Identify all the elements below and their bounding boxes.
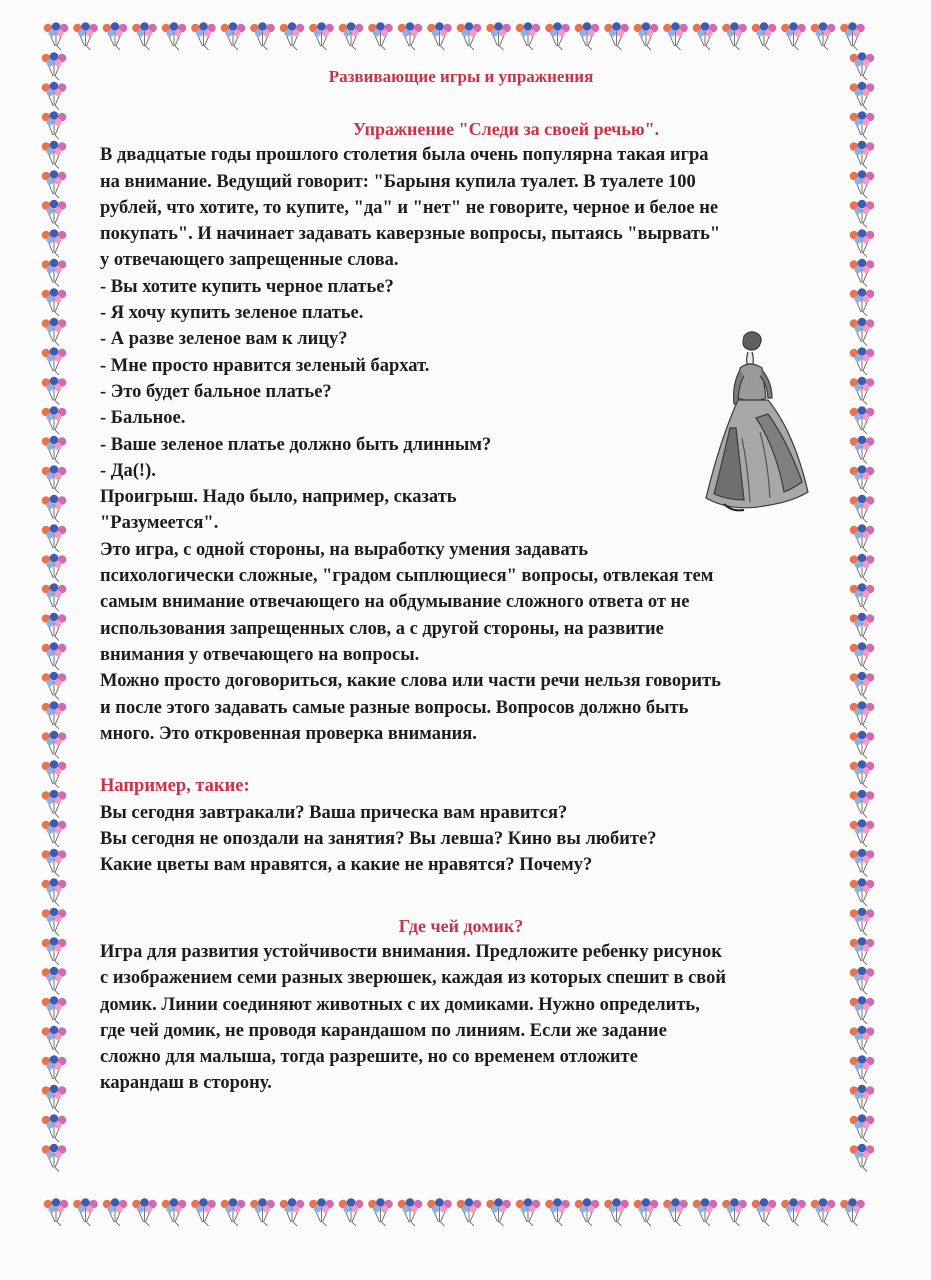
balloons-icon <box>42 1026 67 1054</box>
balloons-icon <box>850 111 875 139</box>
section2-body <box>100 939 822 1097</box>
balloons-icon <box>545 1198 570 1226</box>
section2-line: карандаш в сторону. <box>100 1073 272 1094</box>
balloons-icon <box>850 908 875 936</box>
balloons-icon <box>850 1085 875 1113</box>
balloons-icon <box>850 524 875 552</box>
balloons-icon <box>850 1055 875 1083</box>
balloons-icon <box>250 22 275 50</box>
balloons-icon <box>42 790 67 818</box>
balloons-icon <box>132 22 157 50</box>
balloons-icon <box>44 1198 69 1226</box>
balloons-icon <box>850 701 875 729</box>
balloons-icon <box>850 849 875 877</box>
balloons-icon <box>42 495 67 523</box>
balloons-icon <box>42 819 67 847</box>
balloons-icon <box>42 849 67 877</box>
balloons-icon <box>693 22 718 50</box>
balloons-icon <box>42 996 67 1024</box>
balloons-icon <box>42 82 67 110</box>
balloons-icon <box>486 22 511 50</box>
document-text <box>100 62 822 1097</box>
example-heading: Например, такие: <box>100 776 250 797</box>
dialogue-line: - Я хочу купить зеленое платье. <box>100 303 364 324</box>
balloons-icon <box>752 22 777 50</box>
balloons-icon <box>280 1198 305 1226</box>
balloons-icon <box>42 642 67 670</box>
balloons-icon <box>850 82 875 110</box>
dialogue-line: - Ваше зеленое платье должно быть длинным? <box>100 434 492 455</box>
intro-line: у отвечающего запрещенные слова. <box>100 250 399 271</box>
dialogue-line: - Да(!). <box>100 460 156 481</box>
balloons-icon <box>457 1198 482 1226</box>
balloons-icon <box>486 1198 511 1226</box>
balloons-icon <box>663 22 688 50</box>
balloons-icon <box>221 1198 246 1226</box>
balloons-icon <box>73 1198 98 1226</box>
balloons-icon <box>339 22 364 50</box>
balloons-icon <box>850 377 875 405</box>
balloons-icon <box>850 1114 875 1142</box>
balloons-icon <box>850 731 875 759</box>
explain-line: психологически сложные, "градом сыплющиеся" вопросы, отвлекая тем <box>100 566 714 587</box>
dialogue <box>100 274 822 484</box>
lose-line: "Разумеется". <box>100 513 219 534</box>
example-line: Какие цветы вам нравятся, а какие не нравятся? Почему? <box>100 855 593 876</box>
balloons-icon <box>42 52 67 80</box>
balloons-icon <box>42 288 67 316</box>
balloons-icon <box>781 22 806 50</box>
intro-line: покупать". И начинает задавать каверзные вопросы, пытаясь "вырвать" <box>100 224 721 245</box>
balloons-icon <box>850 1144 875 1172</box>
balloons-icon <box>811 22 836 50</box>
balloons-icon <box>162 22 187 50</box>
page-title: Развивающие игры и упражнения <box>328 67 594 86</box>
lose-note <box>100 484 822 537</box>
balloons-icon <box>191 22 216 50</box>
balloons-icon <box>44 22 69 50</box>
balloons-icon <box>280 22 305 50</box>
balloons-icon <box>850 318 875 346</box>
balloons-icon <box>132 1198 157 1226</box>
balloons-icon <box>516 1198 541 1226</box>
balloons-icon <box>42 760 67 788</box>
balloons-icon <box>722 1198 747 1226</box>
balloons-icon <box>42 377 67 405</box>
balloons-icon <box>752 1198 777 1226</box>
balloons-icon <box>103 22 128 50</box>
balloons-icon <box>850 288 875 316</box>
balloons-icon <box>850 141 875 169</box>
balloons-icon <box>42 524 67 552</box>
balloons-icon <box>850 347 875 375</box>
balloons-icon <box>850 642 875 670</box>
intro-line: В двадцатые годы прошлого столетия была очень популярна такая игра <box>100 145 709 166</box>
balloons-icon <box>575 1198 600 1226</box>
lose-line: Проигрыш. Надо было, например, сказать <box>100 487 457 508</box>
balloons-icon <box>850 436 875 464</box>
balloons-icon <box>368 1198 393 1226</box>
section2-line: домик. Линии соединяют животных с их домиками. Нужно определить, <box>100 994 700 1015</box>
balloons-icon <box>850 967 875 995</box>
balloons-icon <box>42 1055 67 1083</box>
balloons-icon <box>42 937 67 965</box>
balloons-icon <box>850 170 875 198</box>
balloons-icon <box>427 1198 452 1226</box>
balloons-icon <box>457 22 482 50</box>
dialogue-line: - А разве зеленое вам к лицу? <box>100 329 348 350</box>
explain-line: Можно просто договориться, какие слова или части речи нельзя говорить <box>100 671 721 692</box>
balloons-icon <box>42 229 67 257</box>
balloons-icon <box>103 1198 128 1226</box>
balloons-icon <box>693 1198 718 1226</box>
explain-line: самым внимание отвечающего на обдумывание сложного ответа от не <box>100 592 690 613</box>
dialogue-line: - Мне просто нравится зеленый бархат. <box>100 355 430 376</box>
balloons-icon <box>42 554 67 582</box>
example-line: Вы сегодня завтракали? Ваша прическа вам нравится? <box>100 802 568 823</box>
balloons-icon <box>42 111 67 139</box>
balloons-icon <box>850 790 875 818</box>
balloons-icon <box>42 347 67 375</box>
balloons-icon <box>604 1198 629 1226</box>
balloons-icon <box>42 170 67 198</box>
balloons-icon <box>850 583 875 611</box>
examples <box>100 800 822 879</box>
balloons-icon <box>850 937 875 965</box>
intro-line: на внимание. Ведущий говорит: "Барыня купила туалет. В туалете 100 <box>100 171 696 192</box>
dialogue-line: - Вы хотите купить черное платье? <box>100 276 394 297</box>
balloons-icon <box>850 760 875 788</box>
balloons-icon <box>850 200 875 228</box>
balloons-icon <box>42 1114 67 1142</box>
explain-line: много. Это откровенная проверка внимания. <box>100 723 477 744</box>
balloons-icon <box>42 259 67 287</box>
section2-line: где чей домик, не проводя карандашом по линиям. Если же задание <box>100 1020 667 1041</box>
balloons-icon <box>850 406 875 434</box>
balloons-icon <box>42 583 67 611</box>
intro-line: рублей, что хотите, то купите, "да" и "нет" не говорите, черное и белое не <box>100 197 719 218</box>
section2-line: с изображением семи разных зверюшек, каждая из которых спешит в свой <box>100 968 727 989</box>
balloons-icon <box>850 52 875 80</box>
balloons-icon <box>42 613 67 641</box>
balloons-icon <box>42 465 67 493</box>
balloons-icon <box>840 1198 865 1226</box>
balloons-icon <box>850 613 875 641</box>
balloons-icon <box>840 22 865 50</box>
balloons-icon <box>850 819 875 847</box>
balloons-icon <box>811 1198 836 1226</box>
balloons-icon <box>427 22 452 50</box>
balloons-icon <box>575 22 600 50</box>
balloons-icon <box>634 22 659 50</box>
balloons-icon <box>722 22 747 50</box>
balloons-icon <box>850 229 875 257</box>
balloons-icon <box>398 22 423 50</box>
balloons-icon <box>42 141 67 169</box>
balloons-icon <box>398 1198 423 1226</box>
balloons-icon <box>604 22 629 50</box>
section1-heading: Упражнение "Следи за своей речью". <box>352 119 660 139</box>
balloons-icon <box>850 878 875 906</box>
balloons-icon <box>250 1198 275 1226</box>
balloons-icon <box>42 672 67 700</box>
balloons-icon <box>42 908 67 936</box>
section1-intro <box>100 142 822 273</box>
balloons-icon <box>309 22 334 50</box>
balloons-icon <box>42 200 67 228</box>
balloons-icon <box>221 22 246 50</box>
balloons-icon <box>42 731 67 759</box>
explain-line: и после этого задавать самые разные вопросы. Вопросов должно быть <box>100 697 689 718</box>
explanation <box>100 537 822 747</box>
balloons-icon <box>368 22 393 50</box>
example-line: Вы сегодня не опоздали на занятия? Вы левша? Кино вы любите? <box>100 829 657 850</box>
dialogue-line: - Бальное. <box>100 408 186 429</box>
dialogue-line: - Это будет бальное платье? <box>100 381 332 402</box>
balloons-icon <box>73 22 98 50</box>
balloons-icon <box>516 22 541 50</box>
balloons-icon <box>42 878 67 906</box>
balloons-icon <box>42 436 67 464</box>
balloons-icon <box>42 1144 67 1172</box>
explain-line: Это игра, с одной стороны, на выработку умения задавать <box>100 539 588 560</box>
balloons-icon <box>339 1198 364 1226</box>
balloons-icon <box>850 1026 875 1054</box>
explain-line: использования запрещенных слов, а с другой стороны, на развитие <box>100 618 664 639</box>
balloons-icon <box>309 1198 334 1226</box>
balloons-icon <box>850 259 875 287</box>
balloons-icon <box>663 1198 688 1226</box>
balloons-icon <box>850 672 875 700</box>
balloons-icon <box>162 1198 187 1226</box>
balloons-icon <box>850 465 875 493</box>
section2-line: сложно для малыша, тогда разрешите, но со временем отложите <box>100 1047 638 1068</box>
balloons-icon <box>42 1085 67 1113</box>
balloons-icon <box>545 22 570 50</box>
section2-heading: Где чей домик? <box>398 915 524 936</box>
balloons-icon <box>781 1198 806 1226</box>
balloons-icon <box>42 701 67 729</box>
balloons-icon <box>634 1198 659 1226</box>
section2-line: Игра для развития устойчивости внимания. Предложите ребенку рисунок <box>100 941 722 962</box>
balloons-icon <box>191 1198 216 1226</box>
explain-line: внимания у отвечающего на вопросы. <box>100 644 420 665</box>
balloons-icon <box>850 554 875 582</box>
balloons-icon <box>850 996 875 1024</box>
balloons-icon <box>850 495 875 523</box>
balloons-icon <box>42 318 67 346</box>
balloons-icon <box>42 967 67 995</box>
balloons-icon <box>42 406 67 434</box>
